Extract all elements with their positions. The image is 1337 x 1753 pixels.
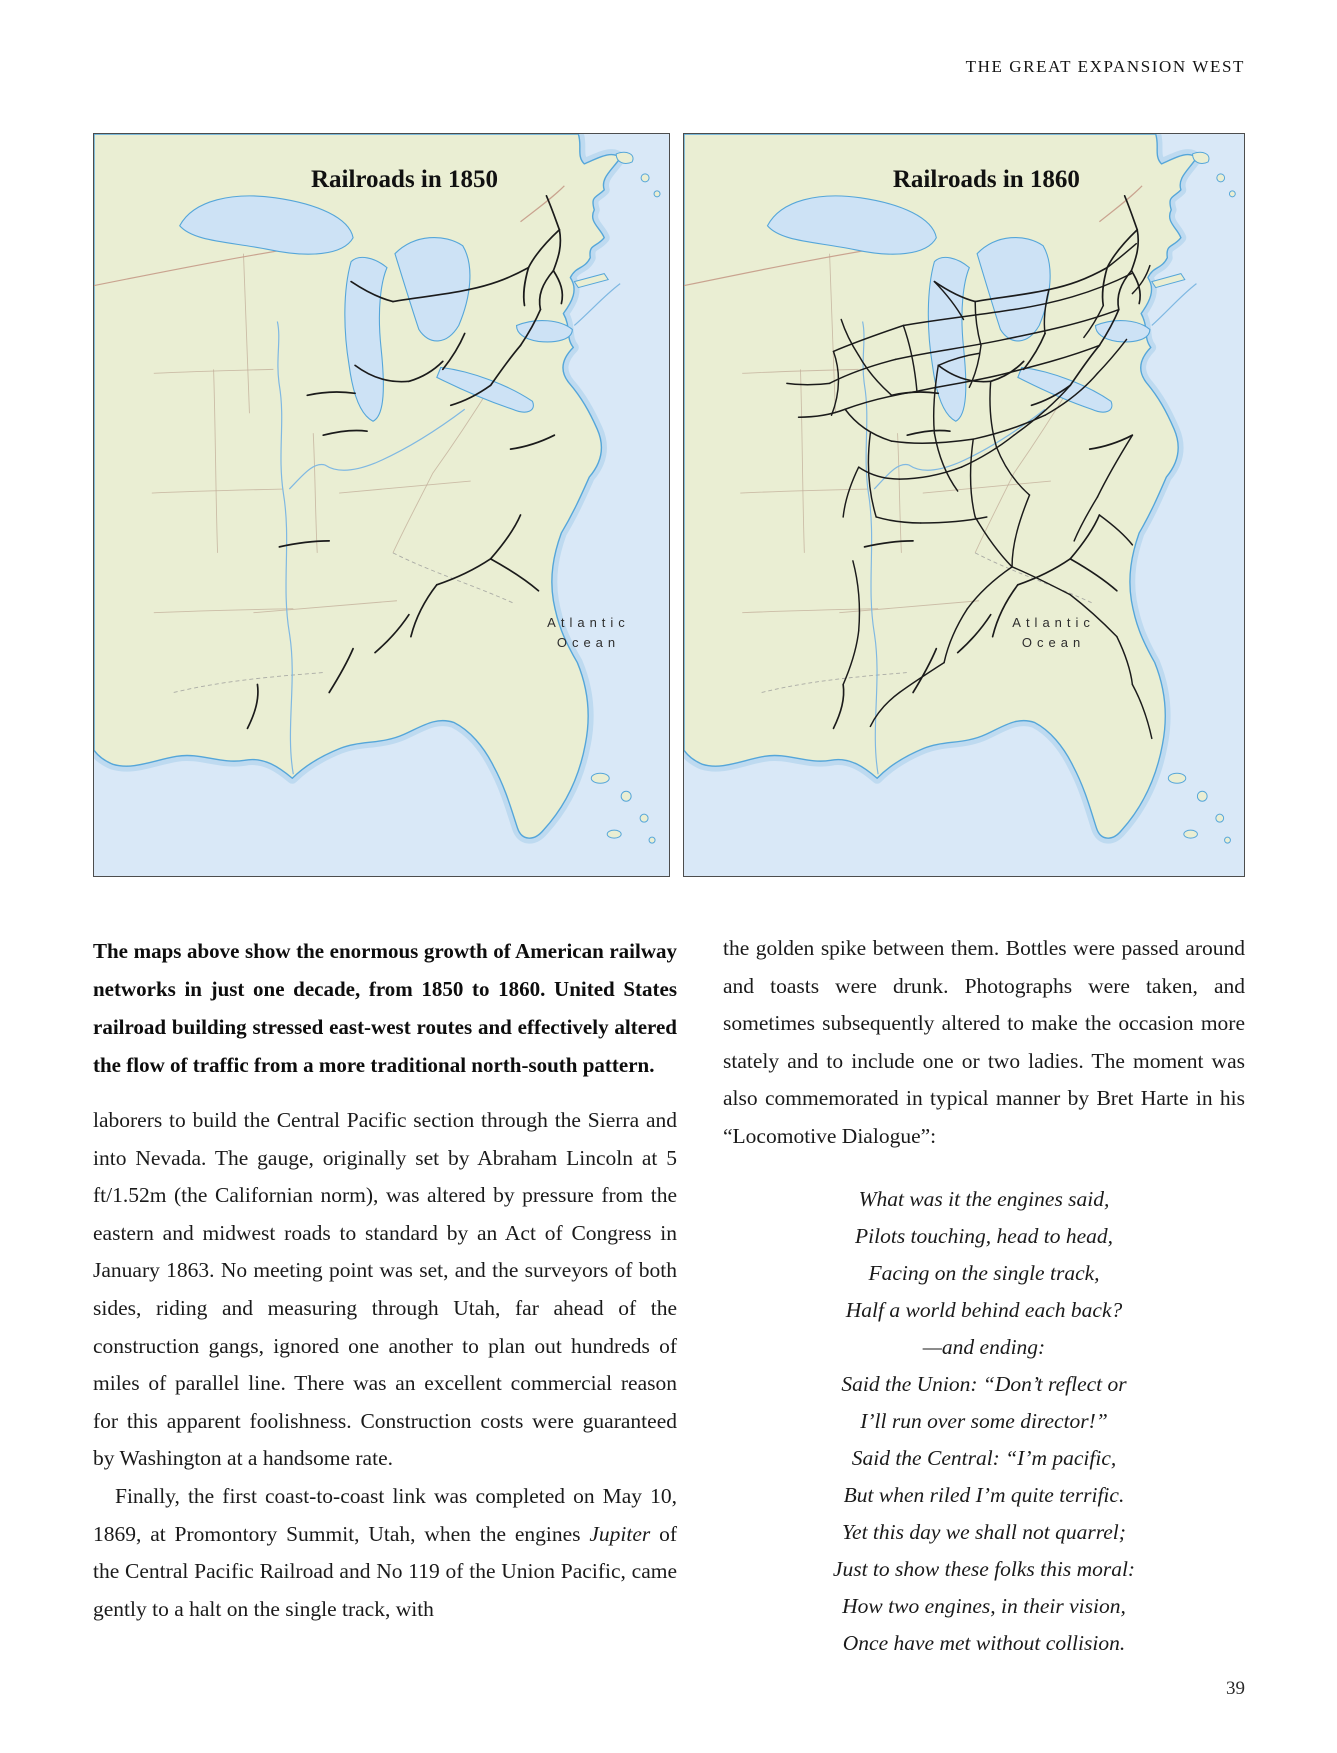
body-column-right <box>723 930 1245 1662</box>
railroads-1850-map-image <box>94 134 669 876</box>
map-caption: The maps above show the enormous growth of American railway networks in just one decade, from 1850 to 1860. United States railroad building stressed east-west routes and effectively altered the flow of traffic from a more traditional north-south pattern. <box>93 939 677 1077</box>
atlantic-ocean-label: Atlantic Ocean <box>1012 614 1095 650</box>
poem-line: Said the Union: “Don’t reflect or <box>841 1371 1127 1396</box>
poem-line: Yet this day we shall not quarrel; <box>842 1519 1126 1544</box>
map-railroads-1850 <box>93 133 670 877</box>
poem-line: Pilots touching, head to head, <box>855 1223 1113 1248</box>
poem-line: How two engines, in their vision, <box>842 1593 1126 1618</box>
map-railroads-1860 <box>683 133 1245 877</box>
atlantic-ocean-label: Atlantic Ocean <box>547 614 630 650</box>
page-number: 39 <box>1226 1678 1245 1699</box>
poem-line: Said the Central: “I’m pacific, <box>851 1445 1117 1470</box>
paragraph-ceremony: the golden spike between them. Bottles were passed around and toasts were drunk. Photographs were taken, and sometimes subsequently altered to make the occasion more stately and to include one or two ladies. The moment was also commemorated in typical manner by Bret Harte in his “Locomotive Dialogue”: <box>723 936 1245 1148</box>
body-column-left <box>93 1102 677 1628</box>
paragraph-golden-spike <box>93 1478 677 1628</box>
maps-row <box>93 133 1245 877</box>
poem-line: Facing on the single track, <box>868 1260 1100 1285</box>
poem-line: What was it the engines said, <box>858 1186 1110 1211</box>
map-title-1850: Railroads in 1850 <box>310 166 499 193</box>
map-title-1860: Railroads in 1860 <box>892 166 1080 193</box>
poem-line: I’ll run over some director!” <box>860 1408 1108 1433</box>
poem-line: —and ending: <box>922 1334 1046 1359</box>
railroads-1860-map-image <box>684 134 1244 876</box>
poem-line: But when riled I’m quite terrific. <box>843 1482 1125 1507</box>
para2-jupiter: Jupiter <box>589 1521 651 1546</box>
poem-line: Half a world behind each back? <box>845 1297 1123 1322</box>
para2-before: Finally, the first coast-to-coast link was completed on May 10, 1869, at Promontory Summit, Utah, when the engines <box>93 1483 677 1546</box>
paragraph-gauge: laborers to build the Central Pacific section through the Sierra and into Nevada. The gauge, originally set by Abraham Lincoln at 5 ft/1.52m (the Californian norm), was altered by pressure from the eastern and midwest roads to standard by an Act of Congress in January 1863. No meeting point was set, and the surveyors of both sides, riding and measuring through Utah, far ahead of the construction gangs, ignored one another to plan out hundreds of miles of parallel line. There was an excellent commercial reason for this apparent foolishness. Construction costs were guaranteed by Washington at a handsome rate. <box>93 1108 677 1471</box>
bret-harte-poem <box>723 1181 1245 1662</box>
para2-after: of the Central Pacific Railroad and No 119 of the Union Pacific, came gently to a halt on the single track, with <box>93 1521 677 1621</box>
running-header: THE GREAT EXPANSION WEST <box>965 57 1245 76</box>
poem-line: Once have met without collision. <box>842 1630 1126 1655</box>
poem-line: Just to show these folks this moral: <box>832 1556 1136 1581</box>
